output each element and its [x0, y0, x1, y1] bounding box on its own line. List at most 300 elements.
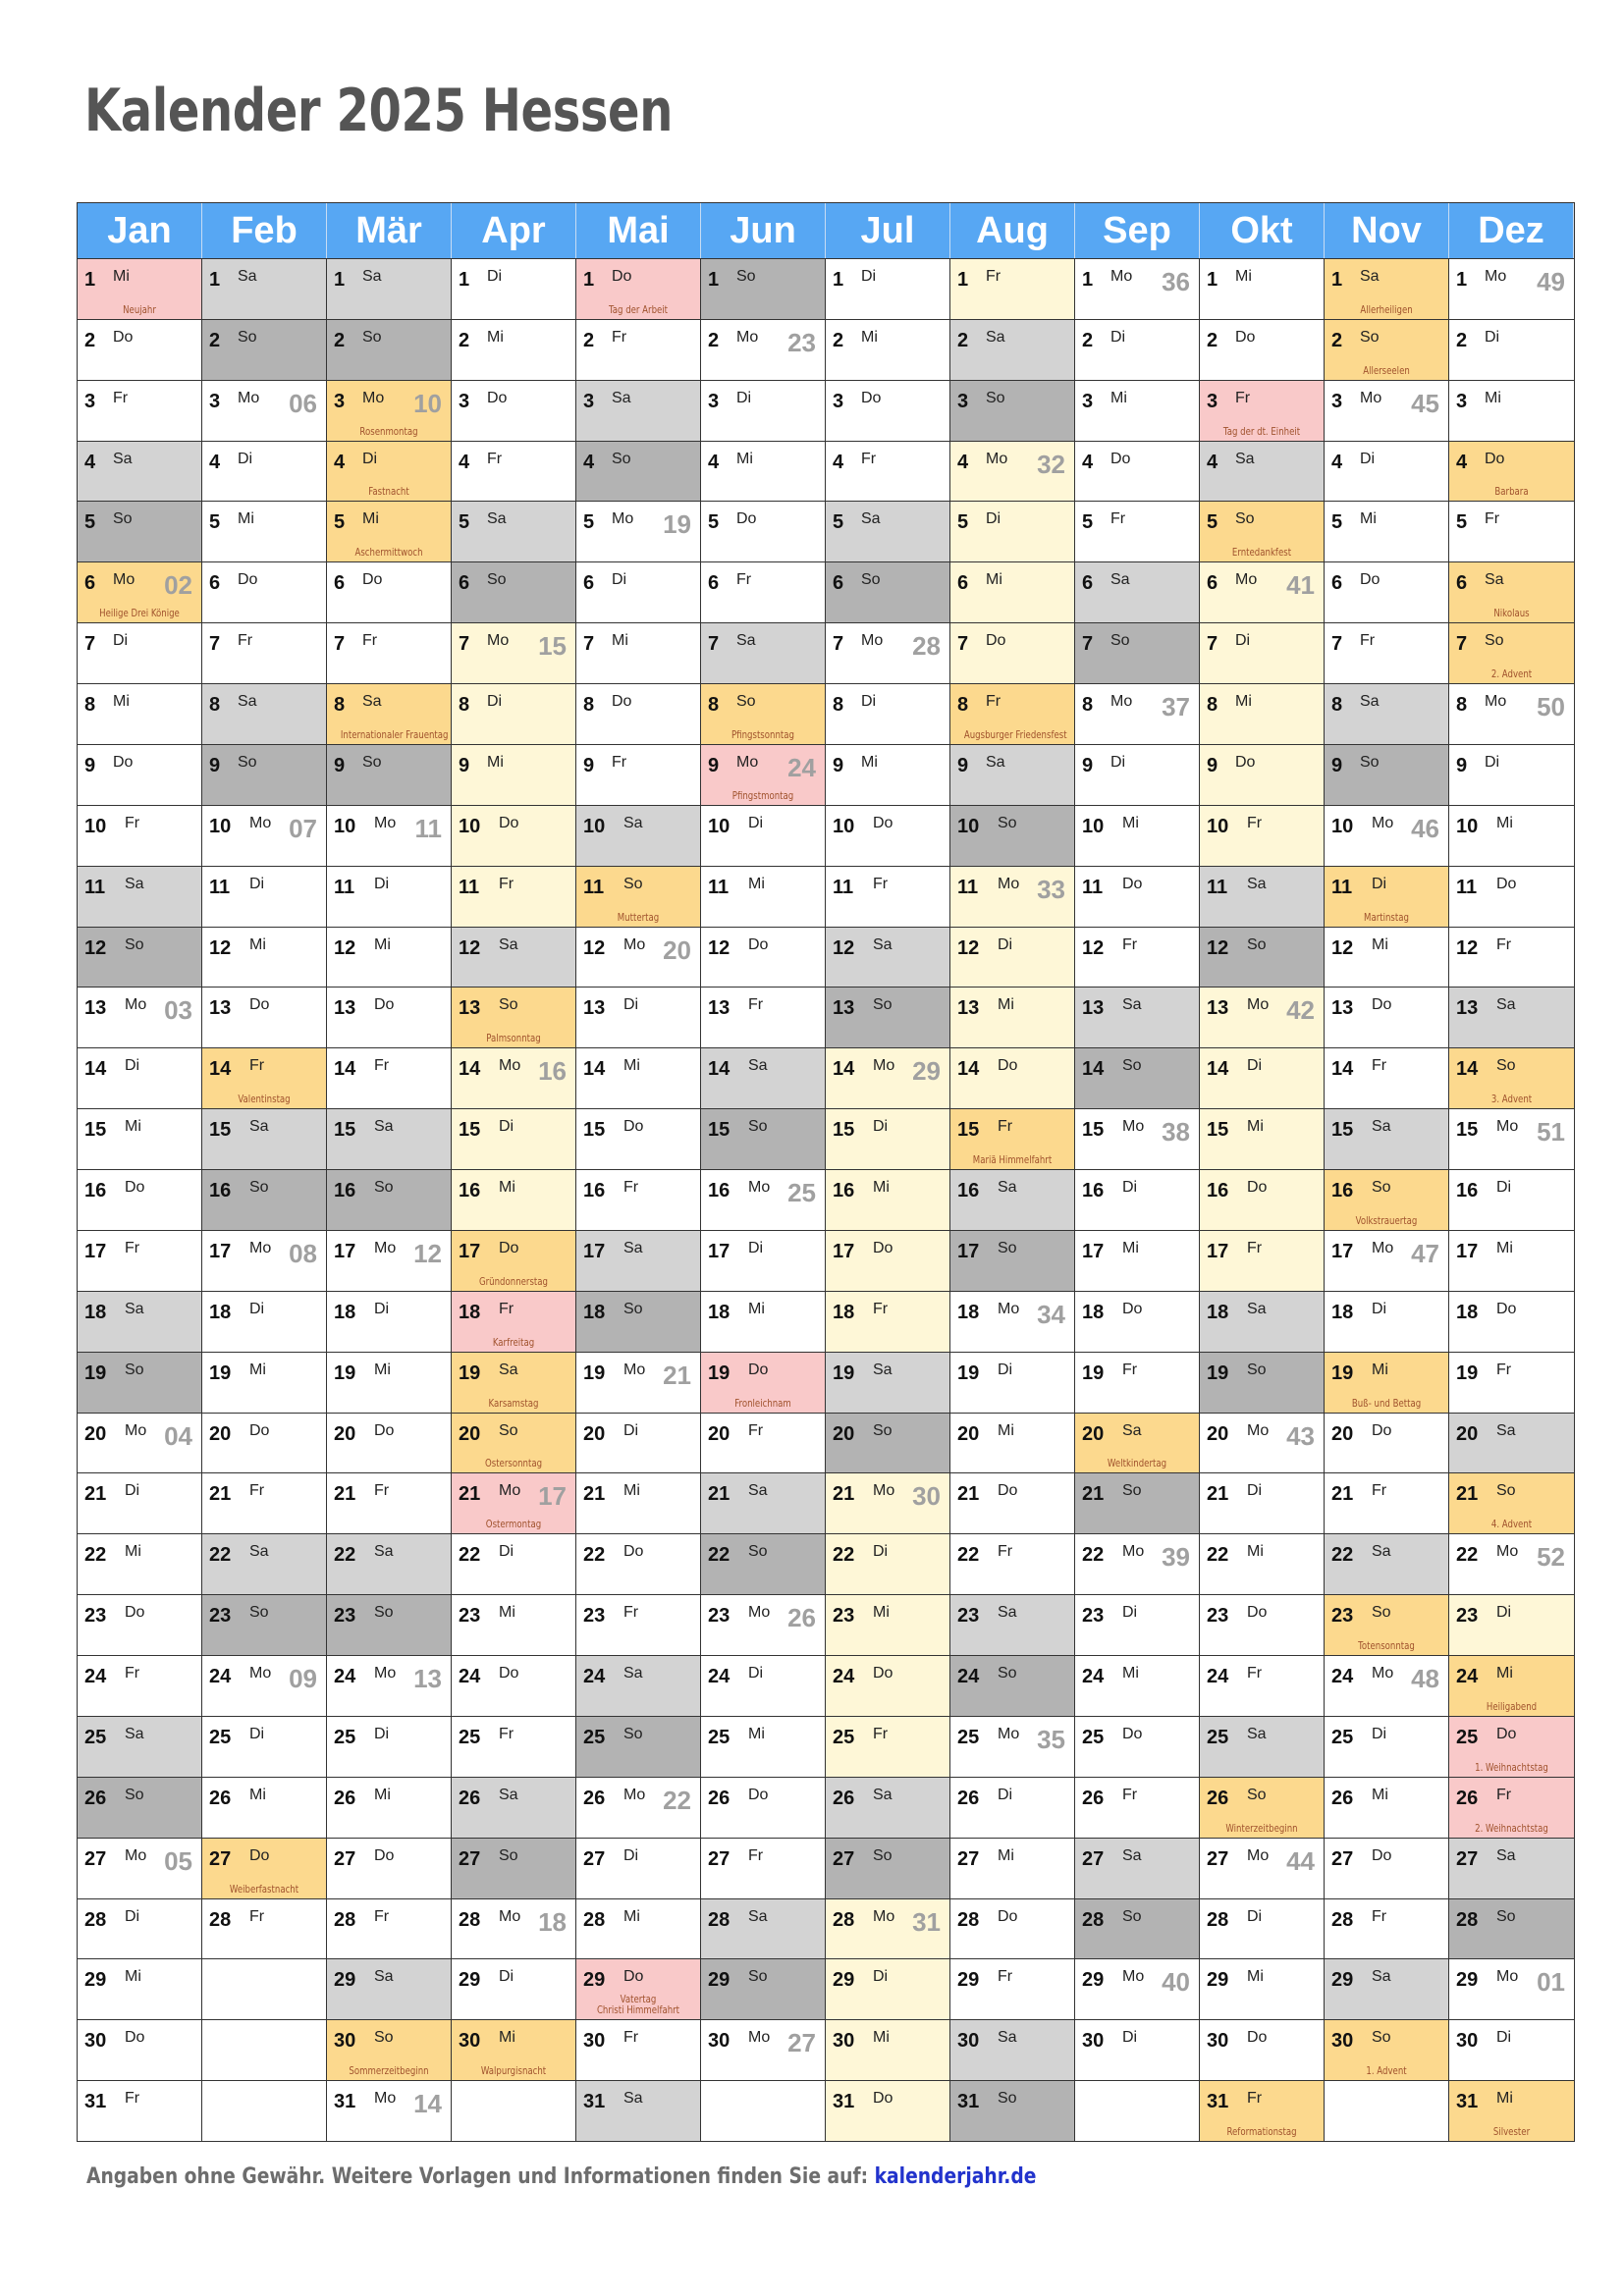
day-number: 8	[957, 694, 969, 717]
weekday-label: Sa	[125, 875, 144, 892]
day-number: 27	[334, 1847, 356, 1870]
weekday-label: Do	[113, 753, 134, 771]
day-cell	[327, 622, 452, 683]
day-number: 23	[1456, 1605, 1479, 1628]
weekday-label: So	[873, 1421, 893, 1439]
day-cell	[1449, 987, 1574, 1047]
day-cell	[576, 380, 701, 441]
day-number: 12	[1331, 936, 1354, 959]
day-number: 3	[1207, 390, 1218, 412]
day-cell	[701, 683, 826, 744]
weekday-label: Fr	[873, 1725, 889, 1742]
day-cell	[1200, 987, 1325, 1047]
weekday-label: Fr	[1496, 935, 1512, 953]
weekday-label: Sa	[873, 1786, 893, 1803]
day-cell	[327, 2019, 452, 2080]
day-number: 9	[708, 754, 720, 776]
weekday-label: Di	[1372, 875, 1387, 892]
day-number: 14	[209, 1058, 232, 1081]
day-number: 20	[583, 1422, 606, 1445]
day-number: 12	[334, 936, 356, 959]
day-number: 31	[84, 2091, 107, 2113]
day-cell	[1325, 1047, 1449, 1108]
day-cell	[1075, 441, 1200, 502]
day-cell	[202, 258, 327, 319]
day-cell	[1449, 1958, 1574, 2019]
day-cell	[78, 1898, 202, 1959]
holiday-name: Reformationstag	[1226, 2125, 1297, 2138]
weekday-label: Mo	[986, 450, 1008, 467]
day-cell	[1449, 1594, 1574, 1655]
day-number: 16	[1456, 1180, 1479, 1202]
weekday-label: Sa	[623, 814, 643, 831]
week-number: 22	[663, 1785, 691, 1815]
week-number: 41	[1286, 570, 1315, 601]
day-cell	[1449, 380, 1574, 441]
day-cell	[1200, 1472, 1325, 1533]
weekday-label: Di	[1247, 1482, 1263, 1500]
day-number: 18	[957, 1301, 980, 1323]
weekday-label: Mo	[998, 1725, 1020, 1742]
day-cell	[327, 258, 452, 319]
day-number: 15	[708, 1119, 731, 1142]
weekday-label: Fr	[249, 1907, 265, 1925]
weekday-label: Mi	[374, 935, 391, 953]
holiday-name: Weiberfastnacht	[229, 1882, 299, 1896]
week-number: 44	[1286, 1845, 1315, 1876]
day-number: 28	[1456, 1908, 1479, 1931]
day-cell	[452, 2019, 576, 2080]
day-cell	[78, 1291, 202, 1352]
weekday-label: Mi	[249, 1361, 266, 1378]
weekday-label: So	[499, 1421, 518, 1439]
day-number: 8	[459, 694, 470, 717]
weekday-label: So	[374, 1179, 394, 1197]
day-cell	[78, 866, 202, 927]
day-number: 26	[708, 1787, 731, 1809]
day-number: 8	[1331, 694, 1343, 717]
day-number: 29	[1331, 1969, 1354, 1992]
day-number: 26	[84, 1787, 107, 1809]
weekday-label: Di	[1372, 1300, 1387, 1317]
day-number: 18	[708, 1301, 731, 1323]
day-cell	[826, 1716, 950, 1777]
day-cell	[950, 1716, 1075, 1777]
day-number: 23	[833, 1605, 855, 1628]
day-number: 19	[1207, 1362, 1229, 1384]
day-cell	[452, 380, 576, 441]
day-number: 17	[1207, 1240, 1229, 1262]
day-cell	[1075, 1413, 1200, 1473]
holiday-name: Winterzeitbeginn	[1225, 1821, 1298, 1835]
day-cell	[452, 1958, 576, 2019]
day-cell	[1325, 1413, 1449, 1473]
day-number: 10	[84, 815, 107, 837]
day-number: 9	[833, 754, 844, 776]
day-number: 6	[84, 572, 96, 595]
weekday-label: Mo	[1372, 1239, 1394, 1256]
holiday-name: Ostermontag	[485, 1518, 542, 1531]
week-number: 30	[912, 1481, 941, 1512]
weekday-label: Mo	[499, 1482, 521, 1500]
weekday-label: Sa	[499, 935, 518, 953]
day-cell	[1075, 1472, 1200, 1533]
day-cell	[78, 1413, 202, 1473]
weekday-label: So	[125, 1361, 144, 1378]
day-cell	[701, 380, 826, 441]
day-cell	[1075, 683, 1200, 744]
day-cell	[576, 744, 701, 805]
weekday-label: Di	[1110, 328, 1126, 346]
day-number: 1	[1456, 269, 1468, 291]
day-cell	[1075, 1108, 1200, 1169]
weekday-label: Sa	[499, 1786, 518, 1803]
weekday-label: Mo	[1247, 1846, 1270, 1864]
day-number: 29	[459, 1969, 481, 1992]
weekday-label: Sa	[998, 1179, 1017, 1197]
day-number: 1	[1207, 269, 1218, 291]
weekday-label: So	[1360, 753, 1380, 771]
weekday-label: Mo	[1496, 1968, 1519, 1986]
weekday-label: Mi	[623, 1907, 640, 1925]
day-number: 27	[957, 1847, 980, 1870]
weekday-label: Mo	[623, 935, 646, 953]
weekday-label: Sa	[238, 693, 257, 711]
day-cell	[701, 1230, 826, 1291]
day-cell	[826, 1533, 950, 1594]
day-number: 20	[1456, 1422, 1479, 1445]
day-number: 26	[833, 1787, 855, 1809]
weekday-label: Sa	[986, 753, 1005, 771]
weekday-label: Mi	[1372, 935, 1388, 953]
day-number: 29	[583, 1969, 606, 1992]
weekday-label: Di	[1247, 1907, 1263, 1925]
day-cell	[701, 561, 826, 622]
day-number: 27	[583, 1847, 606, 1870]
day-cell	[1449, 1838, 1574, 1898]
weekday-label: Mo	[1122, 1118, 1145, 1136]
day-cell	[1449, 1533, 1574, 1594]
weekday-label: Mi	[362, 510, 379, 528]
day-cell	[452, 866, 576, 927]
day-number: 19	[1082, 1362, 1105, 1384]
day-cell	[1200, 683, 1325, 744]
day-cell	[576, 1230, 701, 1291]
day-cell	[1200, 1594, 1325, 1655]
holiday-name: Silvester	[1492, 2125, 1531, 2138]
day-number: 5	[1207, 511, 1218, 534]
day-cell	[1075, 987, 1200, 1047]
footer-link[interactable]: kalenderjahr.de	[874, 2164, 1037, 2189]
day-cell	[202, 744, 327, 805]
day-number: 6	[583, 572, 595, 595]
weekday-label: Di	[998, 1361, 1013, 1378]
day-number: 25	[1082, 1726, 1105, 1748]
day-number: 15	[833, 1119, 855, 1142]
day-number: 27	[1456, 1847, 1479, 1870]
page-title: Kalender 2025 Hessen	[84, 77, 673, 145]
weekday-label: Do	[374, 996, 395, 1014]
weekday-label: Mi	[986, 571, 1002, 589]
day-number: 13	[209, 997, 232, 1020]
day-number: 15	[334, 1119, 356, 1142]
week-number: 47	[1411, 1238, 1439, 1268]
weekday-label: Sa	[1496, 996, 1516, 1014]
weekday-label: Do	[1360, 571, 1380, 589]
day-cell	[1325, 987, 1449, 1047]
empty-cell	[202, 2080, 327, 2141]
day-number: 4	[1207, 451, 1218, 473]
day-cell	[1200, 501, 1325, 561]
day-number: 4	[209, 451, 221, 473]
day-cell	[826, 561, 950, 622]
day-cell	[1325, 1230, 1449, 1291]
weekday-label: So	[736, 693, 756, 711]
day-number: 20	[334, 1422, 356, 1445]
day-cell	[1200, 380, 1325, 441]
weekday-label: Mo	[499, 1907, 521, 1925]
empty-cell	[1075, 2080, 1200, 2141]
day-cell	[701, 1108, 826, 1169]
weekday-label: So	[873, 996, 893, 1014]
weekday-label: Fr	[1247, 814, 1263, 831]
day-cell	[202, 1716, 327, 1777]
day-number: 16	[334, 1180, 356, 1202]
weekday-label: Sa	[1496, 1846, 1516, 1864]
day-number: 12	[84, 936, 107, 959]
day-number: 24	[957, 1666, 980, 1688]
day-cell	[826, 380, 950, 441]
weekday-label: Sa	[362, 693, 382, 711]
weekday-label: Mi	[1496, 814, 1513, 831]
day-cell	[202, 866, 327, 927]
day-number: 20	[1082, 1422, 1105, 1445]
week-number: 33	[1037, 874, 1065, 904]
day-cell	[1325, 1108, 1449, 1169]
week-number: 09	[289, 1664, 317, 1694]
day-cell	[452, 561, 576, 622]
weekday-label: Mo	[125, 1846, 147, 1864]
day-number: 12	[209, 936, 232, 959]
weekday-label: Do	[1235, 328, 1256, 346]
day-number: 16	[833, 1180, 855, 1202]
weekday-label: Do	[748, 935, 769, 953]
weekday-label: Fr	[623, 1604, 639, 1622]
weekday-label: Mo	[1110, 693, 1133, 711]
day-cell	[1325, 683, 1449, 744]
weekday-label: Di	[1122, 1179, 1138, 1197]
day-cell	[701, 1169, 826, 1230]
day-number: 4	[833, 451, 844, 473]
day-number: 9	[583, 754, 595, 776]
weekday-label: Fr	[1485, 510, 1500, 528]
day-cell	[202, 987, 327, 1047]
day-number: 1	[459, 269, 470, 291]
weekday-label: Do	[873, 1665, 893, 1682]
weekday-label: Mi	[238, 510, 254, 528]
day-cell	[1200, 1169, 1325, 1230]
weekday-label: Mi	[1485, 389, 1501, 406]
day-cell	[452, 1047, 576, 1108]
weekday-label: Fr	[1372, 1482, 1387, 1500]
day-cell	[1325, 1655, 1449, 1716]
day-cell	[826, 866, 950, 927]
holiday-name: 1. Advent	[1366, 2064, 1407, 2078]
weekday-label: Mi	[748, 1725, 765, 1742]
day-number: 12	[833, 936, 855, 959]
day-cell	[576, 1958, 701, 2019]
weekday-label: So	[748, 1543, 768, 1561]
week-number: 17	[538, 1481, 567, 1512]
day-number: 21	[957, 1483, 980, 1506]
day-number: 21	[1207, 1483, 1229, 1506]
weekday-label: Do	[125, 1179, 145, 1197]
day-number: 14	[583, 1058, 606, 1081]
weekday-label: So	[499, 996, 518, 1014]
day-number: 19	[708, 1362, 731, 1384]
day-number: 24	[1082, 1666, 1105, 1688]
day-number: 21	[833, 1483, 855, 1506]
day-cell	[576, 1716, 701, 1777]
holiday-name: Muttertag	[617, 910, 660, 924]
day-cell	[826, 1472, 950, 1533]
day-number: 29	[1456, 1969, 1479, 1992]
weekday-label: Fr	[748, 1421, 764, 1439]
day-cell	[950, 501, 1075, 561]
weekday-label: Di	[1235, 632, 1251, 650]
day-cell	[950, 561, 1075, 622]
holiday-name: Valentinstag	[238, 1093, 291, 1106]
day-cell	[202, 1655, 327, 1716]
day-number: 14	[334, 1058, 356, 1081]
weekday-label: Mo	[1110, 268, 1133, 285]
weekday-label: Do	[748, 1786, 769, 1803]
day-cell	[826, 1594, 950, 1655]
day-number: 23	[334, 1605, 356, 1628]
weekday-label: So	[1122, 1907, 1142, 1925]
weekday-label: Fr	[374, 1907, 390, 1925]
weekday-label: Sa	[612, 389, 631, 406]
weekday-label: Sa	[873, 935, 893, 953]
day-cell	[78, 1108, 202, 1169]
day-cell	[327, 1352, 452, 1413]
day-number: 5	[1331, 511, 1343, 534]
day-number: 13	[459, 997, 481, 1020]
weekday-label: Di	[1372, 1725, 1387, 1742]
day-cell	[701, 1716, 826, 1777]
day-number: 23	[84, 1605, 107, 1628]
day-cell	[576, 1047, 701, 1108]
day-number: 25	[334, 1726, 356, 1748]
day-cell	[78, 1047, 202, 1108]
day-number: 24	[459, 1666, 481, 1688]
weekday-label: Do	[612, 693, 632, 711]
day-number: 28	[957, 1908, 980, 1931]
day-number: 17	[459, 1240, 481, 1262]
weekday-label: So	[1247, 935, 1267, 953]
day-cell	[576, 1655, 701, 1716]
day-number: 24	[583, 1666, 606, 1688]
day-number: 23	[708, 1605, 731, 1628]
day-cell	[1449, 1291, 1574, 1352]
weekday-label: Mo	[374, 2090, 397, 2108]
day-cell	[950, 1169, 1075, 1230]
weekday-label: Sa	[1372, 1118, 1391, 1136]
weekday-label: Mi	[125, 1968, 141, 1986]
day-number: 26	[209, 1787, 232, 1809]
day-cell	[327, 1898, 452, 1959]
day-number: 1	[957, 269, 969, 291]
week-number: 46	[1411, 813, 1439, 843]
day-cell	[701, 927, 826, 988]
weekday-label: Sa	[861, 510, 881, 528]
day-cell	[452, 805, 576, 866]
day-number: 21	[708, 1483, 731, 1506]
day-cell	[1075, 1352, 1200, 1413]
weekday-label: So	[1372, 1604, 1391, 1622]
day-number: 27	[84, 1847, 107, 1870]
weekday-label: Di	[1360, 450, 1376, 467]
weekday-label: Di	[1496, 1179, 1512, 1197]
weekday-label: Do	[1235, 753, 1256, 771]
day-number: 14	[708, 1058, 731, 1081]
day-cell	[327, 501, 452, 561]
weekday-label: Mi	[487, 753, 504, 771]
day-cell	[327, 1413, 452, 1473]
weekday-label: Di	[736, 389, 752, 406]
day-number: 17	[1331, 1240, 1354, 1262]
week-number: 24	[787, 752, 816, 782]
day-cell	[950, 1958, 1075, 2019]
weekday-label: Do	[612, 268, 632, 285]
day-number: 22	[1207, 1544, 1229, 1567]
day-cell	[1449, 744, 1574, 805]
weekday-label: Fr	[612, 328, 627, 346]
weekday-label: Di	[125, 1057, 140, 1075]
weekday-label: Di	[748, 814, 764, 831]
day-number: 28	[209, 1908, 232, 1931]
day-cell	[1200, 1352, 1325, 1413]
day-number: 22	[459, 1544, 481, 1567]
day-cell	[826, 1898, 950, 1959]
weekday-label: Sa	[1496, 1421, 1516, 1439]
day-cell	[950, 1413, 1075, 1473]
day-cell	[78, 805, 202, 866]
weekday-label: Do	[1372, 1421, 1392, 1439]
day-cell	[452, 683, 576, 744]
weekday-label: Fr	[1122, 935, 1138, 953]
day-number: 13	[833, 997, 855, 1020]
day-number: 2	[459, 329, 470, 351]
empty-cell	[202, 1958, 327, 2019]
weekday-label: Do	[998, 1482, 1018, 1500]
day-cell	[950, 1594, 1075, 1655]
day-cell	[950, 1777, 1075, 1838]
day-number: 31	[1456, 2091, 1479, 2113]
day-cell	[78, 1533, 202, 1594]
day-cell	[78, 1594, 202, 1655]
day-cell	[1075, 744, 1200, 805]
day-number: 31	[833, 2091, 855, 2113]
weekday-label: Di	[249, 875, 265, 892]
day-number: 25	[833, 1726, 855, 1748]
footer-text: Angaben ohne Gewähr. Weitere Vorlagen und Informationen finden Sie auf:	[86, 2164, 875, 2189]
weekday-label: So	[249, 1604, 269, 1622]
day-cell	[1449, 319, 1574, 380]
day-number: 25	[84, 1726, 107, 1748]
day-number: 2	[1207, 329, 1218, 351]
day-cell	[1075, 927, 1200, 988]
